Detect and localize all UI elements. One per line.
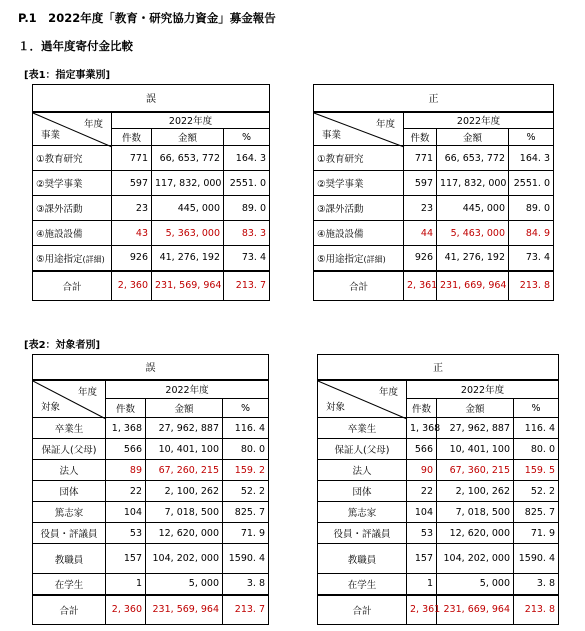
row-label: [33, 196, 112, 221]
row-label: [33, 460, 106, 481]
row-label-text: ④施設設備: [317, 229, 364, 240]
row-label: [33, 221, 112, 246]
count-cell: 1: [106, 574, 146, 595]
row-label: [314, 196, 404, 221]
table-row: [33, 574, 269, 595]
row-label: [318, 460, 407, 481]
col-amount-header: 金額: [152, 129, 224, 146]
col-count-header: 件数: [407, 399, 437, 418]
count-cell: 104: [106, 502, 146, 523]
total-amount: 231, 669, 964: [437, 271, 509, 301]
row-label-text: 卒業生: [347, 424, 377, 435]
year-header-label: 年度: [378, 386, 398, 398]
table-row: [314, 246, 554, 271]
table-row: [33, 418, 269, 439]
table-row: [318, 481, 559, 502]
pct-cell: 71. 9: [514, 523, 559, 544]
table-row: [33, 196, 270, 221]
total-row: [314, 271, 554, 301]
pct-cell: 84. 9: [509, 221, 554, 246]
count-cell: 926: [112, 246, 152, 271]
table2-wrong-table: [32, 354, 269, 625]
col-amount-header: 金額: [146, 399, 223, 418]
table-row: [314, 196, 554, 221]
pct-cell: 164. 3: [224, 146, 270, 171]
row-label-suffix: (詳細): [363, 254, 386, 264]
pct-cell: 825. 7: [223, 502, 269, 523]
table1-correct-table: [313, 84, 554, 301]
row-label: [33, 439, 106, 460]
row-label: [33, 418, 106, 439]
row-label-text: 法人: [59, 466, 79, 477]
amount-cell: 5, 000: [146, 574, 223, 595]
total-count: 2, 361: [407, 595, 437, 625]
count-cell: 157: [106, 544, 146, 574]
table-row: [33, 544, 269, 574]
header-diagonal-cell: [33, 380, 106, 418]
table-row: [33, 523, 269, 544]
pct-cell: 52. 2: [514, 481, 559, 502]
row-label-text: ⑤用途指定: [36, 253, 83, 265]
amount-cell: 445, 000: [437, 196, 509, 221]
pct-cell: 116. 4: [514, 418, 559, 439]
table-row: [314, 221, 554, 246]
table-row: [33, 460, 269, 481]
total-row: [33, 595, 269, 625]
row-label: [33, 574, 106, 595]
count-cell: 566: [106, 439, 146, 460]
table-row: [33, 439, 269, 460]
row-label-suffix: (詳細): [82, 254, 105, 264]
row-label-text: 教職員: [347, 554, 377, 566]
col-pct-header: %: [509, 129, 554, 146]
count-cell: 53: [407, 523, 437, 544]
page-title: P.1 2022年度「教育・研究協力資金」募金報告: [18, 11, 276, 25]
table-row: [33, 246, 270, 271]
row-label: [318, 439, 407, 460]
col-amount-header: 金額: [437, 129, 509, 146]
total-row: [318, 595, 559, 625]
year-header-label: 年度: [77, 386, 97, 398]
row-label-text: 保証人(父母): [41, 445, 97, 456]
row-label: [33, 502, 106, 523]
row-label-text: 法人: [352, 466, 372, 477]
count-cell: 771: [112, 146, 152, 171]
total-amount: 231, 669, 964: [437, 595, 514, 625]
total-pct: 213. 7: [223, 595, 269, 625]
row-label: [33, 481, 106, 502]
row-label: [318, 523, 407, 544]
row-label: [33, 544, 106, 574]
amount-cell: 27, 962, 887: [437, 418, 514, 439]
total-label: 合計: [33, 271, 112, 301]
row-label-text: 篤志家: [54, 508, 84, 519]
pct-cell: 3. 8: [514, 574, 559, 595]
wrong-label: 誤: [33, 85, 270, 112]
pct-cell: 116. 4: [223, 418, 269, 439]
row-label: [318, 544, 407, 574]
count-cell: 566: [407, 439, 437, 460]
row-label-text: 団体: [352, 487, 372, 498]
table2-caption: [表2：対象者別]: [24, 340, 101, 351]
count-cell: 597: [112, 171, 152, 196]
header-diagonal-cell: [33, 112, 112, 146]
amount-cell: 2, 100, 262: [437, 481, 514, 502]
total-label: 合計: [33, 595, 106, 625]
amount-cell: 12, 620, 000: [146, 523, 223, 544]
total-row: [33, 271, 270, 301]
count-cell: 90: [407, 460, 437, 481]
amount-cell: 41, 276, 192: [152, 246, 224, 271]
amount-cell: 66, 653, 772: [152, 146, 224, 171]
total-amount: 231, 569, 964: [146, 595, 223, 625]
amount-cell: 7, 018, 500: [437, 502, 514, 523]
row-label: [33, 246, 112, 271]
amount-cell: 445, 000: [152, 196, 224, 221]
count-cell: 23: [112, 196, 152, 221]
count-cell: 43: [112, 221, 152, 246]
col-pct-header: %: [223, 399, 269, 418]
count-cell: 926: [404, 246, 437, 271]
year-value: 2022年度: [407, 380, 559, 399]
table-row: [33, 171, 270, 196]
count-cell: 1, 368: [106, 418, 146, 439]
row-label-text: 教職員: [54, 554, 84, 566]
table-row: [33, 502, 269, 523]
table-row: [314, 171, 554, 196]
count-cell: 1, 368: [407, 418, 437, 439]
amount-cell: 41, 276, 192: [437, 246, 509, 271]
pct-cell: 164. 3: [509, 146, 554, 171]
row-header-label: 事業: [41, 130, 61, 141]
count-cell: 89: [106, 460, 146, 481]
year-header-label: 年度: [375, 118, 395, 130]
total-count: 2, 360: [112, 271, 152, 301]
table1-caption: [表1：指定事業別]: [24, 70, 111, 81]
row-label-text: 篤志家: [347, 508, 377, 519]
row-label: [33, 146, 112, 171]
row-label: [318, 574, 407, 595]
table-row: [318, 523, 559, 544]
year-value: 2022年度: [106, 380, 269, 399]
total-pct: 213. 8: [509, 271, 554, 301]
amount-cell: 5, 000: [437, 574, 514, 595]
pct-cell: 71. 9: [223, 523, 269, 544]
pct-cell: 159. 5: [514, 460, 559, 481]
col-count-header: 件数: [112, 129, 152, 146]
row-label-text: 卒業生: [54, 424, 84, 435]
amount-cell: 27, 962, 887: [146, 418, 223, 439]
amount-cell: 66, 653, 772: [437, 146, 509, 171]
row-label: [318, 481, 407, 502]
row-label-text: ③課外活動: [36, 204, 83, 215]
amount-cell: 5, 363, 000: [152, 221, 224, 246]
row-label-text: ②奨学事業: [317, 179, 364, 190]
row-label: [318, 502, 407, 523]
row-label-text: ②奨学事業: [36, 179, 83, 190]
amount-cell: 5, 463, 000: [437, 221, 509, 246]
total-pct: 213. 7: [224, 271, 270, 301]
pct-cell: 80. 0: [223, 439, 269, 460]
row-label-text: ①教育研究: [317, 154, 364, 165]
pct-cell: 89. 0: [509, 196, 554, 221]
pct-cell: 73. 4: [224, 246, 270, 271]
row-label: [318, 418, 407, 439]
col-count-header: 件数: [106, 399, 146, 418]
count-cell: 104: [407, 502, 437, 523]
amount-cell: 2, 100, 262: [146, 481, 223, 502]
count-cell: 53: [106, 523, 146, 544]
amount-cell: 117, 832, 000: [437, 171, 509, 196]
row-header-label: 対象: [326, 402, 346, 413]
pct-cell: 1590. 4: [514, 544, 559, 574]
wrong-label: 誤: [33, 355, 269, 380]
pct-cell: 2551. 0: [509, 171, 554, 196]
count-cell: 22: [407, 481, 437, 502]
row-label: [314, 221, 404, 246]
table-row: [318, 418, 559, 439]
total-count: 2, 361: [404, 271, 437, 301]
col-amount-header: 金額: [437, 399, 514, 418]
total-count: 2, 360: [106, 595, 146, 625]
row-label-text: 役員・評議員: [333, 529, 391, 540]
total-pct: 213. 8: [514, 595, 559, 625]
table2-correct-table: [317, 354, 559, 625]
amount-cell: 10, 401, 100: [146, 439, 223, 460]
table-row: [314, 146, 554, 171]
row-label-text: ④施設設備: [36, 229, 83, 240]
amount-cell: 67, 360, 215: [437, 460, 514, 481]
pct-cell: 159. 2: [223, 460, 269, 481]
pct-cell: 3. 8: [223, 574, 269, 595]
amount-cell: 10, 401, 100: [437, 439, 514, 460]
row-header-label: 事業: [322, 130, 342, 141]
amount-cell: 7, 018, 500: [146, 502, 223, 523]
pct-cell: 52. 2: [223, 481, 269, 502]
count-cell: 771: [404, 146, 437, 171]
row-label-text: 在学生: [347, 579, 377, 591]
count-cell: 157: [407, 544, 437, 574]
row-label-text: ①教育研究: [36, 154, 83, 165]
row-label-text: 在学生: [54, 579, 84, 591]
correct-label: 正: [314, 85, 554, 112]
table-row: [33, 146, 270, 171]
table-row: [33, 221, 270, 246]
table-row: [318, 439, 559, 460]
col-pct-header: %: [224, 129, 270, 146]
count-cell: 44: [404, 221, 437, 246]
col-pct-header: %: [514, 399, 559, 418]
header-diagonal-cell: [318, 380, 407, 418]
table1-wrong-table: [32, 84, 270, 301]
row-label: [33, 171, 112, 196]
amount-cell: 117, 832, 000: [152, 171, 224, 196]
correct-label: 正: [318, 355, 559, 380]
year-value: 2022年度: [112, 112, 270, 129]
count-cell: 597: [404, 171, 437, 196]
row-label-text: 保証人(父母): [334, 445, 390, 456]
pct-cell: 89. 0: [224, 196, 270, 221]
row-label: [314, 246, 404, 271]
amount-cell: 67, 260, 215: [146, 460, 223, 481]
table-row: [318, 502, 559, 523]
row-header-label: 対象: [41, 402, 61, 413]
table-row: [33, 481, 269, 502]
year-header-label: 年度: [83, 118, 103, 130]
row-label-text: ③課外活動: [317, 204, 364, 215]
count-cell: 23: [404, 196, 437, 221]
amount-cell: 104, 202, 000: [146, 544, 223, 574]
pct-cell: 2551. 0: [224, 171, 270, 196]
count-cell: 22: [106, 481, 146, 502]
table-row: [318, 544, 559, 574]
table-row: [318, 460, 559, 481]
row-label-text: ⑤用途指定: [317, 253, 364, 265]
amount-cell: 12, 620, 000: [437, 523, 514, 544]
row-label: [314, 146, 404, 171]
year-value: 2022年度: [404, 112, 554, 129]
row-label-text: 役員・評議員: [40, 529, 98, 540]
pct-cell: 1590. 4: [223, 544, 269, 574]
total-label: 合計: [314, 271, 404, 301]
row-label-text: 団体: [59, 487, 79, 498]
header-diagonal-cell: [314, 112, 404, 146]
count-cell: 1: [407, 574, 437, 595]
pct-cell: 83. 3: [224, 221, 270, 246]
table-row: [318, 574, 559, 595]
pct-cell: 73. 4: [509, 246, 554, 271]
amount-cell: 104, 202, 000: [437, 544, 514, 574]
pct-cell: 825. 7: [514, 502, 559, 523]
section-title: １．過年度寄付金比較: [18, 39, 133, 53]
total-amount: 231, 569, 964: [152, 271, 224, 301]
col-count-header: 件数: [404, 129, 437, 146]
pct-cell: 80. 0: [514, 439, 559, 460]
total-label: 合計: [318, 595, 407, 625]
row-label: [314, 171, 404, 196]
row-label: [33, 523, 106, 544]
